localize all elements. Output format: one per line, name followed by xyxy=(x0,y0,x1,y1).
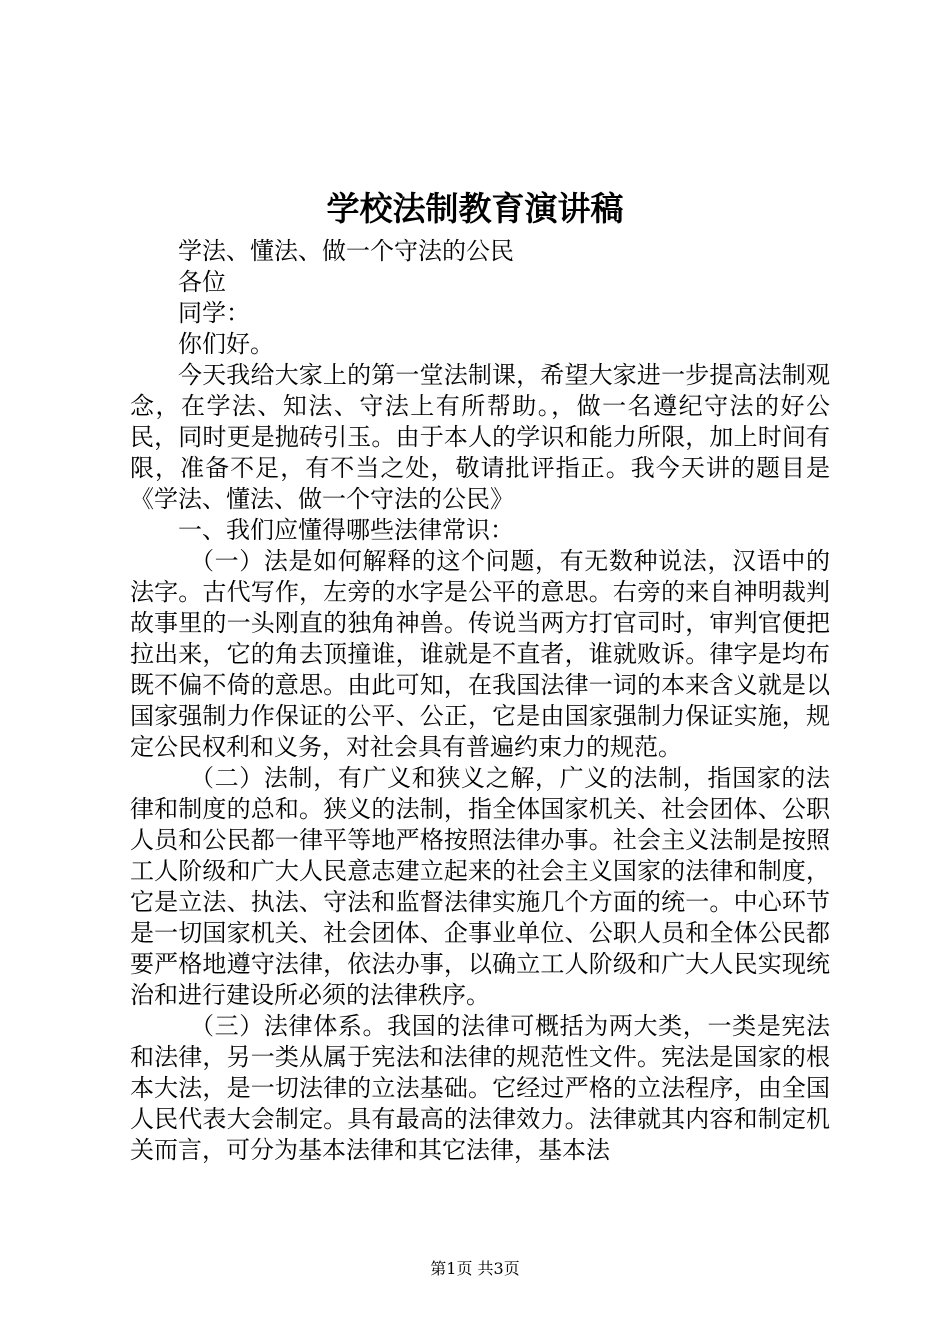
document-body xyxy=(130,236,830,1166)
paragraph-salutation-2: 同学： xyxy=(178,299,250,327)
paragraph-greeting: 你们好。 xyxy=(178,330,274,358)
paragraph-salutation-1: 各位 xyxy=(178,268,226,296)
paragraph-subtitle: 学法、懂法、做一个守法的公民 xyxy=(178,237,514,265)
page-number-footer: 第1页 共3页 xyxy=(430,1259,520,1278)
paragraph-intro: 今天我给大家上的第一堂法制课，希望大家进一步提高法制观念，在学法、知法、守法上有所帮助。，做一名遵纪守法的好公民，同时更是抛砖引玉。由于本人的学识和能力所限，加上时间有限，准备不足，有不当之处，敬请批评指正。我今天讲的题目是《学法、懂法、做一个守法的公民》 xyxy=(130,361,830,513)
paragraph-section-1-1: （一）法是如何解释的这个问题，有无数种说法，汉语中的法字。古代写作，左旁的水字是公平的意思。右旁的来自神明裁判故事里的一头刚直的独角神兽。传说当两方打官司时，审判官便把拉出来，它的角去顶撞谁，谁就是不直者，谁就败诉。律字是均布既不偏不倚的意思。由此可知，在我国法律一词的本来含义就是以国家强制力作保证的公平、公正，它是由国家强制力保证实施，规定公民权利和义务，对社会具有普遍约束力的规范。 xyxy=(130,547,830,761)
section-heading-1: 一、我们应懂得哪些法律常识： xyxy=(178,516,514,544)
paragraph-section-1-2: （二）法制，有广义和狭义之解，广义的法制，指国家的法律和制度的总和。狭义的法制，指全体国家机关、社会团体、公职人员和公民都一律平等地严格按照法律办事。社会主义法制是按照工人阶级和广大人民意志建立起来的社会主义国家的法律和制度，它是立法、执法、守法和监督法律实施几个方面的统一。中心环节是一切国家机关、社会团体、企事业单位、公职人员和全体公民都要严格地遵守法律，依法办事，以确立工人阶级和广大人民实现统治和进行建设所必须的法律秩序。 xyxy=(130,764,830,1009)
paragraph-section-1-3: （三）法律体系。我国的法律可概括为两大类，一类是宪法和法律，另一类从属于宪法和法律的规范性文件。宪法是国家的根本大法，是一切法律的立法基础。它经过严格的立法程序，由全国人民代表大会制定。具有最高的法律效力。法律就其内容和制定机关而言，可分为基本法律和其它法律，基本法 xyxy=(130,1012,830,1164)
document-title: 学校法制教育演讲稿 xyxy=(326,189,624,228)
